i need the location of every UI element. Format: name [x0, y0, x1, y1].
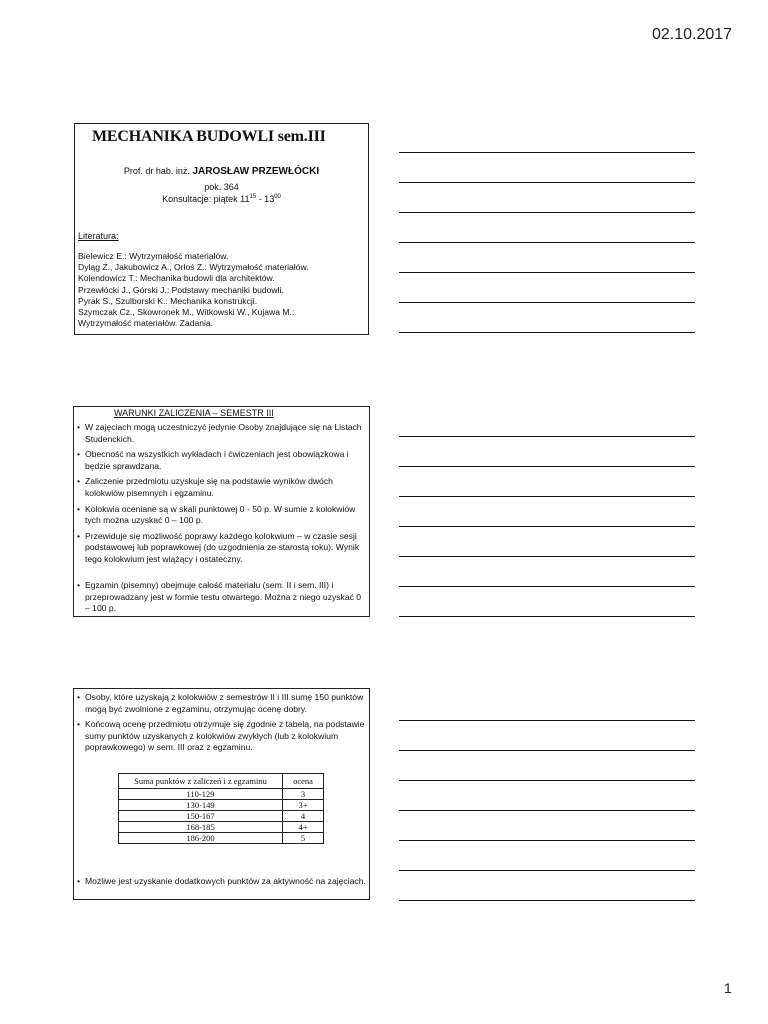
table-cell: 4 — [283, 811, 324, 822]
course-title: MECHANIKA BUDOWLI sem.III — [92, 128, 326, 145]
table-cell: 3 — [283, 789, 324, 800]
grading-list — [77, 692, 367, 758]
consult-start: Konsultacje: piątek 11 — [162, 194, 250, 204]
slide-2 — [73, 406, 370, 617]
list-item: • Osoby, które uzyskają z kolokwiów z semestrów II i III sumę 150 punktów mogą być zwolnione z egzaminu, otrzymując ocenę dobry. — [77, 692, 367, 715]
table-header: Suma punktów z zaliczeń i z egzaminu — [119, 774, 283, 789]
table-row — [119, 789, 324, 800]
professor-degree: Prof. dr hab. inż. — [123, 166, 193, 176]
note-line — [399, 332, 695, 333]
list-item: • Egzamin (pisemny) obejmuje całość materiału (sem. II i sem. III) i przeprowadzany jest w formie testu otwartego. Można z niego uzyskać 0 – 100 p. — [77, 580, 367, 615]
note-line — [399, 840, 695, 841]
note-line — [399, 870, 695, 871]
literature-item: Dyląg Z., Jakubowicz A., Orłoś Z.: Wytrzymałość materiałów. — [78, 262, 309, 273]
note-line — [399, 242, 695, 243]
activity-list — [77, 876, 367, 888]
slide-3 — [73, 688, 370, 900]
note-line — [399, 496, 695, 497]
table-row — [119, 811, 324, 822]
note-line — [399, 526, 695, 527]
page-number: 1 — [724, 980, 732, 996]
note-line — [399, 616, 695, 617]
consult-end: - 13 — [256, 194, 275, 204]
table-cell: 110-129 — [119, 789, 283, 800]
table-row — [119, 800, 324, 811]
note-line — [399, 302, 695, 303]
note-line — [399, 586, 695, 587]
table-cell: 186-200 — [119, 833, 283, 844]
slide-1 — [74, 123, 369, 335]
literature-list — [78, 251, 309, 329]
consult-start-minutes: 15 — [249, 194, 257, 200]
consult-end-minutes: 00 — [274, 194, 281, 200]
list-item: • W zajęciach mogą uczestniczyć jedynie Osoby znajdujące się na Listach Studenckich. — [77, 422, 367, 445]
note-line — [399, 780, 695, 781]
note-line — [399, 810, 695, 811]
professor-name: JAROSŁAW PRZEWŁÓCKI — [192, 166, 320, 177]
list-item: • Możliwe jest uzyskanie dodatkowych punktów za aktywność na zajęciach. — [77, 876, 367, 888]
table-cell: 3+ — [283, 800, 324, 811]
table-cell: 130-149 — [119, 800, 283, 811]
list-item: • Końcową ocenę przedmiotu otrzymuje się zgodnie z tabelą, na podstawie sumy punktów uzyskanych z kolokwiów zwykłych (lub z kolokwium poprawkowego) w sem. III oraz z egzaminu. — [77, 719, 367, 754]
table-row — [119, 833, 324, 844]
note-line — [399, 720, 695, 721]
slide-title: WARUNKI ZALICZENIA – SEMESTR III — [114, 408, 274, 418]
consultation-hours — [75, 194, 368, 204]
note-line — [399, 900, 695, 901]
list-item: • Przewiduje się możliwość poprawy każdego kolokwium – w czasie sesji podstawowej lub poprawkowej (do uzgodnienia ze starostą roku). Wynik tego kolokwium jest wiążący i ostateczny. — [77, 531, 367, 566]
grade-table — [118, 773, 324, 844]
literature-item: Bielewicz E.: Wytrzymałość materiałów. — [78, 251, 229, 261]
exam-list — [77, 580, 367, 615]
literature-item: Szymczak Cz., Skowronek M., Witkowski W., Kujawa M.: — [78, 307, 295, 318]
note-line — [399, 466, 695, 467]
list-item: • Zaliczenie przedmiotu uzyskuje się na podstawie wyników dwóch kolokwiów pisemnych i egzaminu. — [77, 476, 367, 499]
note-line — [399, 152, 695, 153]
table-header-row — [119, 774, 324, 789]
table-cell: 4+ — [283, 822, 324, 833]
note-line — [399, 272, 695, 273]
table-cell: 168-185 — [119, 822, 283, 833]
literature-item: Kolendowicz T.: Mechanika budowli dla architektów. — [78, 273, 275, 284]
note-line — [399, 750, 695, 751]
table-cell: 5 — [283, 833, 324, 844]
conditions-list — [77, 422, 367, 570]
professor-line — [75, 166, 368, 177]
note-line — [399, 182, 695, 183]
note-line — [399, 212, 695, 213]
print-date: 02.10.2017 — [652, 26, 733, 43]
literature-item: Przewłócki J., Górski J.: Podstawy mechaniki budowli. — [78, 284, 284, 295]
room-number: pok. 364 — [204, 182, 239, 192]
note-line — [399, 436, 695, 437]
list-item: • Kolokwia oceniane są w skali punktowej 0 - 50 p. W sumie z kolokwiów tych można uzyskać 0 – 100 p. — [77, 504, 367, 527]
literature-item: Wytrzymałość materiałów. Zadania. — [78, 318, 214, 329]
literature-heading: Literatura: — [78, 231, 119, 241]
table-row — [119, 822, 324, 833]
literature-item: Pyrak S., Szulborski K.: Mechanika konstrukcji. — [78, 295, 258, 306]
list-item: • Obecność na wszystkich wykładach i ćwiczeniach jest obowiązkowa i będzie sprawdzana. — [77, 449, 367, 472]
table-header: ocena — [283, 774, 324, 789]
note-line — [399, 556, 695, 557]
table-cell: 150-167 — [119, 811, 283, 822]
